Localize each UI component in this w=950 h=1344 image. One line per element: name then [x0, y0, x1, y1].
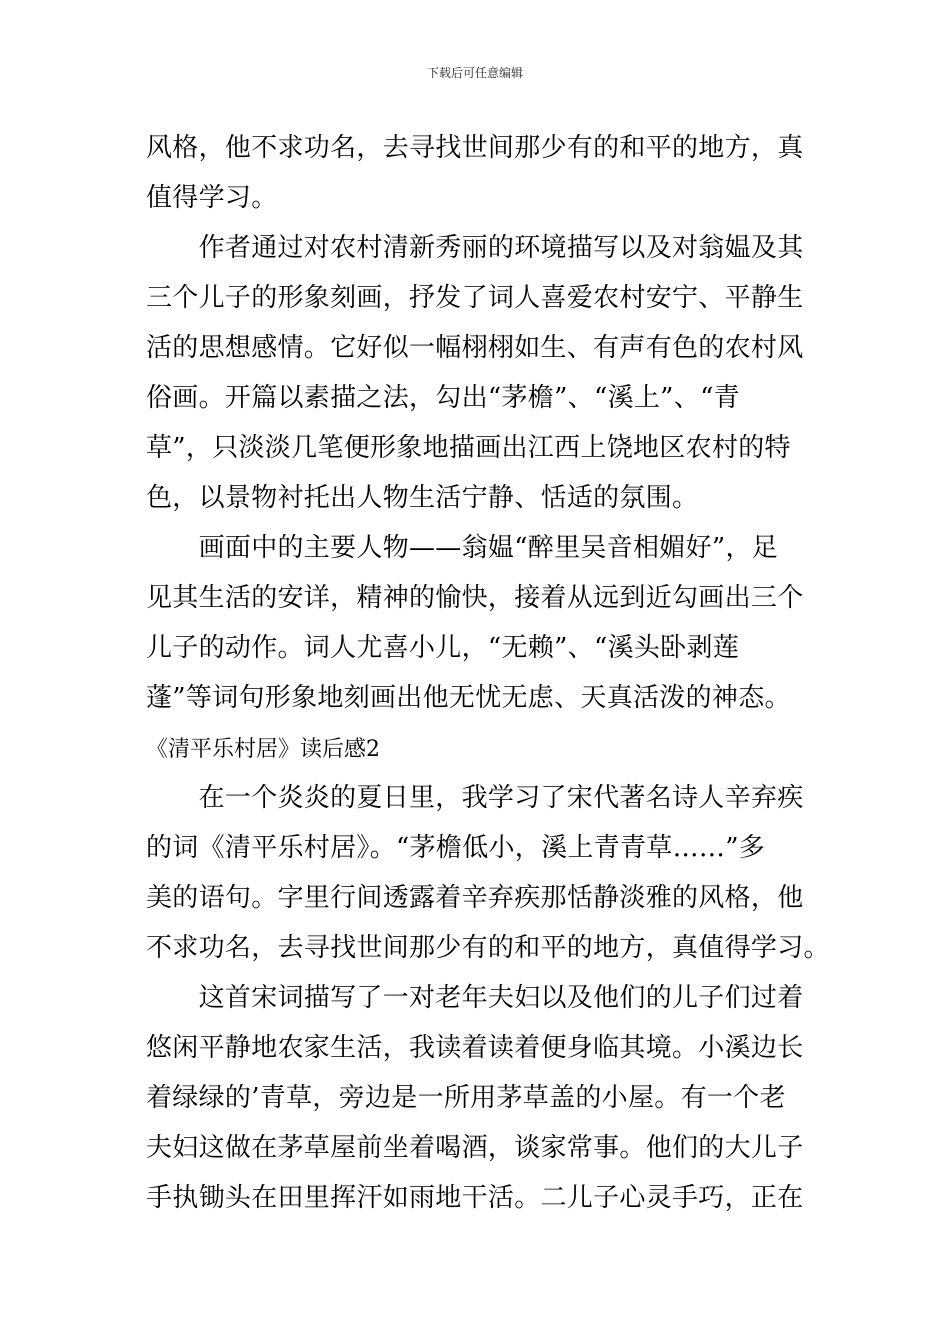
body-line: 美的语句。字里行间透露着辛弃疾那恬静淡雅的风格，他 [146, 883, 804, 913]
body-line: 手执锄头在田里挥汗如雨地干活。二儿子心灵手巧，正在 [146, 1183, 804, 1213]
body-line: 草”，只淡淡几笔便形象地描画出江西上饶地区农村的特 [146, 433, 791, 463]
body-line: 风格，他不求功名，去寻找世间那少有的和平的地方，真 [146, 133, 804, 163]
body-line: 着绿绿的’青草，旁边是一所用茅草盖的小屋。有一个老 [146, 1083, 786, 1113]
body-line: 见其生活的安详，精神的愉快，接着从远到近勾画出三个 [146, 583, 804, 613]
body-line: 不求功名，去寻找世间那少有的和平的地方，真值得学习。 [146, 933, 830, 963]
body-line: 活的思想感情。它好似一幅栩栩如生、有声有色的农村风 [146, 333, 804, 363]
section-heading: 《清平乐村居》读后感2 [146, 737, 380, 762]
body-line: 值得学习。 [146, 183, 278, 213]
body-line: 画面中的主要人物——翁媪“醉里吴音相媚好”，足 [146, 533, 779, 563]
body-line: 悠闲平静地农家生活，我读着读着便身临其境。小溪边长 [146, 1033, 804, 1063]
body-line: 这首宋词描写了一对老年夫妇以及他们的儿子们过着 [146, 983, 804, 1013]
body-line: 夫妇这做在茅草屋前坐着喝酒，谈家常事。他们的大儿子 [146, 1133, 804, 1163]
body-line: 三个儿子的形象刻画，抒发了词人喜爱农村安宁、平静生 [146, 283, 804, 313]
body-line: 的词《清平乐村居》。“茅檐低小，溪上青青草……”多 [146, 833, 766, 863]
page-header-note: 下载后可任意编辑 [426, 66, 523, 80]
body-line: 俗画。开篇以素描之法，勾出“茅檐”、“溪上”、“青 [146, 383, 740, 413]
body-line: 在一个炎炎的夏日里，我学习了宋代著名诗人辛弃疾 [146, 783, 804, 813]
body-line: 色，以景物衬托出人物生活宁静、恬适的氛围。 [146, 483, 699, 513]
body-line: 儿子的动作。词人尤喜小儿，“无赖”、“溪头卧剥莲 [146, 633, 740, 663]
body-line: 作者通过对农村清新秀丽的环境描写以及对翁媪及其 [146, 233, 804, 263]
body-line: 蓬”等词句形象地刻画出他无忧无虑、天真活泼的神态。 [146, 683, 791, 713]
